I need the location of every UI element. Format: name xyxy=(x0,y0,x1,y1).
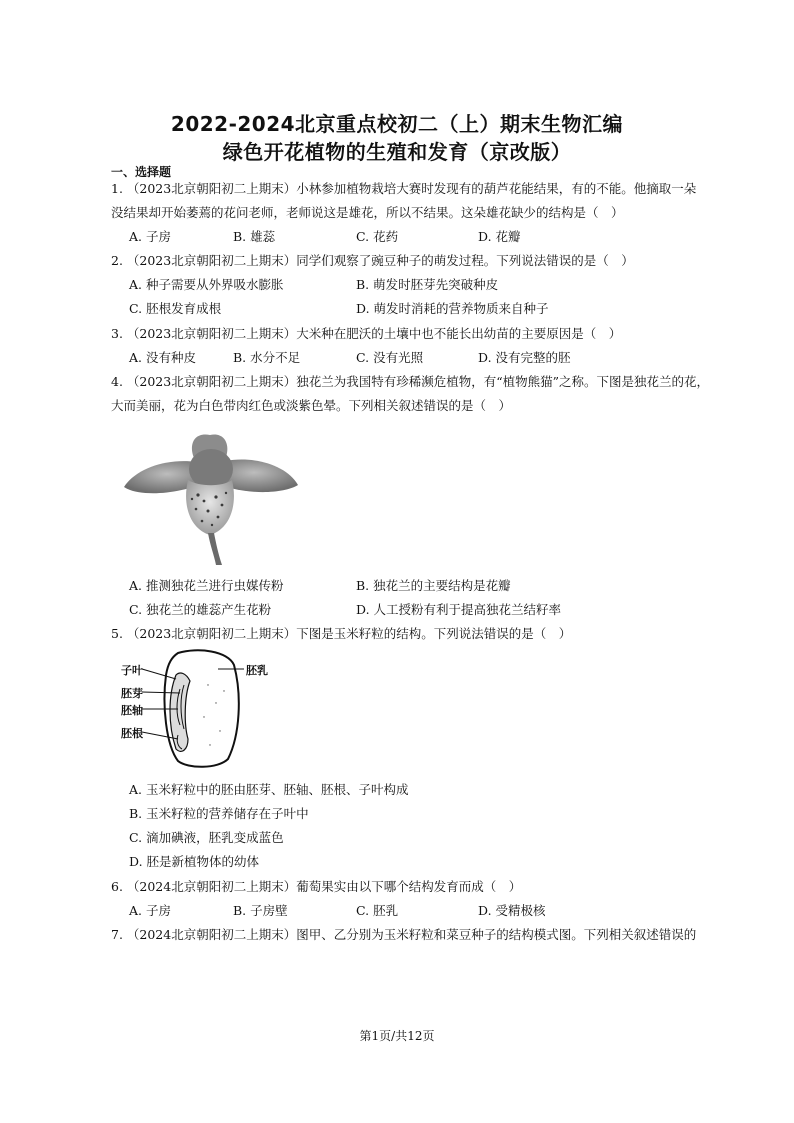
question-4-line-1: 4. （2023北京朝阳初二上期末）独花兰为我国特有珍稀濒危植物，有“植物熊猫”之称。下图是独花兰的花， xyxy=(111,374,709,389)
question-5-option-d: D. 胚是新植物体的幼体 xyxy=(129,854,260,869)
question-3-option-d: D. 没有完整的胚 xyxy=(478,350,571,365)
question-4-option-b: B. 独花兰的主要结构是花瓣 xyxy=(356,578,511,593)
corn-label-endosperm: 胚乳 xyxy=(246,664,268,677)
question-5-option-a: A. 玉米籽粒中的胚由胚芽、胚轴、胚根、子叶构成 xyxy=(129,782,409,797)
title-line-2: 绿色开花植物的生殖和发育（京改版） xyxy=(222,140,572,164)
question-3-option-a: A. 没有种皮 xyxy=(129,350,196,365)
corn-kernel-diagram xyxy=(118,645,298,773)
question-6-option-b: B. 子房壁 xyxy=(233,903,288,918)
question-4-option-c: C. 独花兰的雄蕊产生花粉 xyxy=(129,602,272,617)
question-1-option-c: C. 花药 xyxy=(356,229,399,244)
question-7-line-1: 7. （2024北京朝阳初二上期末）图甲、乙分别为玉米籽粒和菜豆种子的结构模式图。下列相关叙述错误的 xyxy=(111,927,697,942)
question-2-option-b: B. 萌发时胚芽先突破种皮 xyxy=(356,277,499,292)
question-6-line-1: 6. （2024北京朝阳初二上期末）葡萄果实由以下哪个结构发育而成（ ） xyxy=(111,879,522,894)
question-5-line-1: 5. （2023北京朝阳初二上期末）下图是玉米籽粒的结构。下列说法错误的是（ ） xyxy=(111,626,572,641)
question-1-option-d: D. 花瓣 xyxy=(478,229,521,244)
question-3-option-c: C. 没有光照 xyxy=(356,350,424,365)
question-3-option-b: B. 水分不足 xyxy=(233,350,301,365)
question-2-line-1: 2. （2023北京朝阳初二上期末）同学们观察了豌豆种子的萌发过程。下列说法错误的是（ ） xyxy=(111,253,634,268)
page-footer: 第1页/共12页 xyxy=(359,1029,435,1043)
question-4-option-a: A. 推测独花兰进行虫媒传粉 xyxy=(129,578,284,593)
question-1-line-1: 1. （2023北京朝阳初二上期末）小林参加植物栽培大赛时发现有的葫芦花能结果，有的不能。他摘取一朵 xyxy=(111,181,697,196)
question-2-option-c: C. 胚根发育成根 xyxy=(129,301,222,316)
question-4-line-2: 大而美丽，花为白色带肉红色或淡紫色晕。下列相关叙述错误的是（ ） xyxy=(111,398,512,413)
question-6-option-a: A. 子房 xyxy=(129,903,171,918)
section-heading: 一、选择题 xyxy=(111,165,172,179)
question-6-option-d: D. 受精极核 xyxy=(478,903,546,918)
question-1-option-b: B. 雄蕊 xyxy=(233,229,276,244)
corn-label-cotyledon: 子叶 xyxy=(121,664,143,677)
question-2-option-a: A. 种子需要从外界吸水膨胀 xyxy=(129,277,284,292)
orchid-flower-image xyxy=(118,425,302,567)
title-line-1: 2022-2024北京重点校初二（上）期末生物汇编 xyxy=(170,112,624,136)
corn-label-hypocotyl: 胚轴 xyxy=(121,704,143,717)
question-2-option-d: D. 萌发时消耗的营养物质来自种子 xyxy=(356,301,549,316)
question-6-option-c: C. 胚乳 xyxy=(356,903,399,918)
question-4-option-d: D. 人工授粉有利于提高独花兰结籽率 xyxy=(356,602,562,617)
corn-label-radicle: 胚根 xyxy=(121,727,143,740)
question-1-line-2: 没结果却开始萎蔫的花问老师，老师说这是雄花，所以不结果。这朵雄花缺少的结构是（ ） xyxy=(111,205,624,220)
question-5-option-c: C. 滴加碘液，胚乳变成蓝色 xyxy=(129,830,284,845)
question-1-option-a: A. 子房 xyxy=(129,229,171,244)
corn-label-plumule: 胚芽 xyxy=(121,687,143,700)
question-3-line-1: 3. （2023北京朝阳初二上期末）大米种在肥沃的土壤中也不能长出幼苗的主要原因是（ ） xyxy=(111,326,622,341)
question-5-option-b: B. 玉米籽粒的营养储存在子叶中 xyxy=(129,806,309,821)
